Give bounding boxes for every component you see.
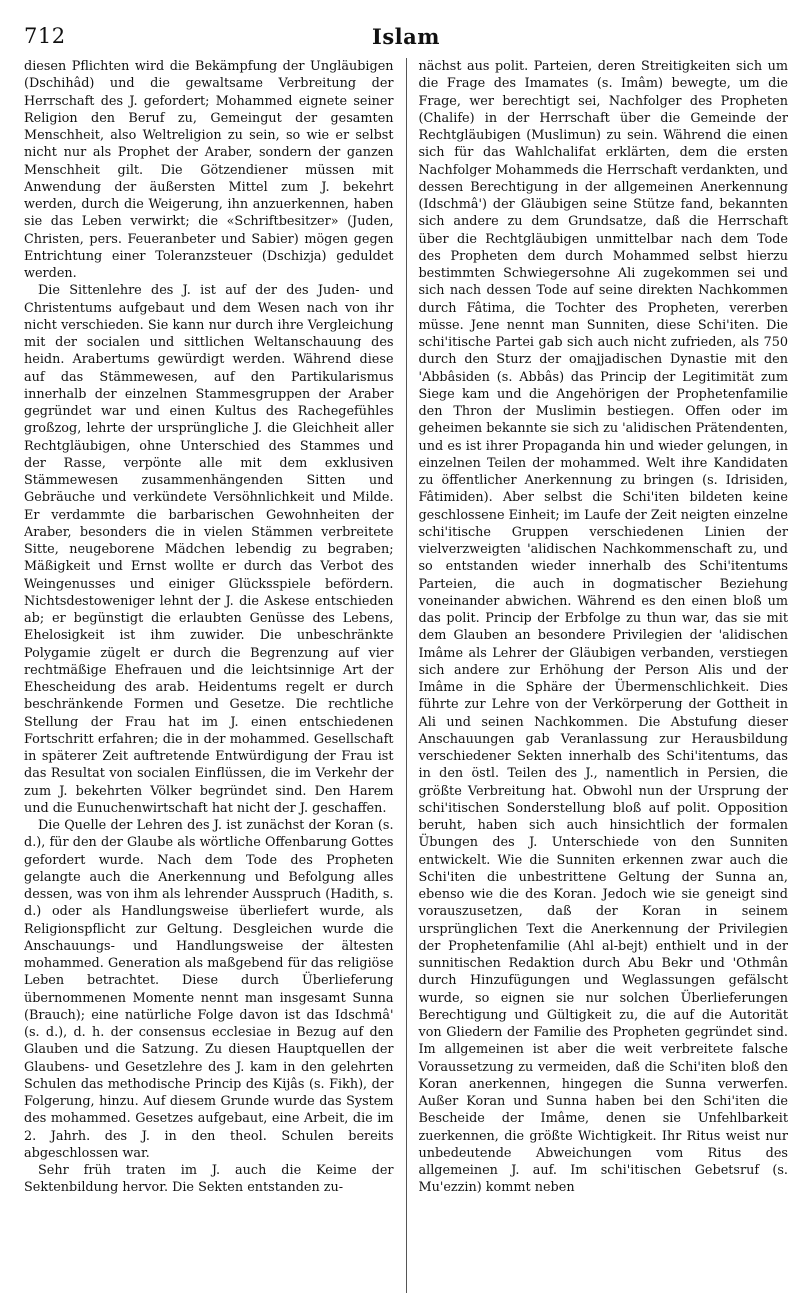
paragraph-sources: Die Quelle der Lehren des J. ist zunächst der Koran (s. d.), für den der Glaube als wörtliche Offenbarung Gottes gefordert wurde. Nach dem Tode des Propheten gelangte auch die Anerkennung und Befolgung alles dessen, was von ihm als lehrender Ausspruch (Hadith, s. d.) oder als Handlungsweise überliefert wurde, als Religionspflicht zur Geltung. Desgleichen wurde die Anschauungs- und Handlungsweise der ältesten mohammed. Generation als maßgebend für das religiöse Leben betrachtet. Diese durch Überlieferung übernommenen Momente nennt man insgesamt Sunna (Brauch); eine natürliche Folge davon ist das Idschmâ' (s. d.), d. h. der consensus ecclesiae in Bezug auf den Glauben und die Satzung. Zu diesen Hauptquellen der Glaubens- und Gesetzlehre des J. kam in den gelehrten Schulen das methodische Princip des Kijâs (s. Fikh), der Folgerung, hinzu. Auf diesem Grunde wurde das System des mohammed. Gesetzes aufgebaut, eine Arbeit, die im 2. Jahrh. des J. in den theol. Schulen bereits abgeschlossen war. xyxy=(24,818,394,1161)
paragraph-sects-start: Sehr früh traten im J. auch die Keime der Sektenbildung hervor. Die Sekten entstanden zu- xyxy=(24,1163,394,1196)
running-head xyxy=(24,20,788,54)
text-columns xyxy=(24,58,788,1293)
left-column xyxy=(24,58,394,1293)
page-number: 712 xyxy=(24,24,66,48)
paragraph-sects-continued: nächst aus polit. Parteien, deren Streitigkeiten sich um die Frage des Imamates (s. Imâm) bewegte, um die Frage, wer berechtigt sei, Nachfolger des Propheten (Chalife) in der Herrschaft über die Gemeinde der Rechtgläubigen (Muslimun) zu sein. Während die einen sich für das Wahlchalifat erklärten, dem die ersten Nachfolger Mohammeds die Herrschaft verdankten, und dessen Berechtigung in der allgemeinen Anerkennung (Idschmâ') der Gläubigen seine Stütze fand, bekannten sich andere zu dem Grundsatze, daß die Herrschaft über die Rechtgläubigen unmittelbar nach dem Tode des Propheten dem durch Mohammed selbst hierzu bestimmten Schwiegersohne Ali zugekommen sei und sich nach dessen Tode auf seine direkten Nachkommen durch Fâtima, die Tochter des Propheten, vererben müsse. Jene nennt man Sunniten, diese Schi'iten. Die schi'itische Partei gab sich auch nicht zufrieden, als 750 durch den Sturz der omajjadischen Dynastie mit den 'Abbâsiden (s. Abbâs) das Princip der Legitimität zum Siege kam und die Angehörigen der Prophetenfamilie den Thron der Muslimin bestiegen. Offen oder im geheimen bekannte sie sich zu 'alidischen Prätendenten, und es ist ihrer Propaganda hin und wieder gelungen, in einzelnen Teilen der mohammed. Welt ihre Kandidaten zu öffentlicher Anerkennung zu bringen (s. Idrisiden, Fâtimiden). Aber selbst die Schi'iten bildeten keine geschlossene Einheit; im Laufe der Zeit neigten einzelne schi'itische Gruppen verschiedenen Linien der vielverzweigten 'alidischen Nachkommenschaft zu, und so entstanden wieder innerhalb des Schi'itentums Parteien, die auch in dogmatischer Beziehung voneinander abwichen. Während es den einen bloß um das polit. Princip der Erbfolge zu thun war, das sie mit dem Glauben an besondere Privilegien der 'alidischen Imâme als Lehrer der Gläubigen verbanden, verstiegen sich andere zur Erhöhung der Person Alis und der Imâme in die Sphäre der Übermenschlichkeit. Dies führte zur Lehre von der Verkörperung der Gottheit in Ali und seinen Nachkommen. Die Abstufung dieser Anschauungen gab Veranlassung zur Herausbildung verschiedener Sekten innerhalb des Schi'itentums, das in den östl. Teilen des J., namentlich in Persien, die größte Verbreitung hat. Obwohl nun der Ursprung der schi'itischen Sonderstellung bloß auf polit. Opposition beruht, haben sich auch hinsichtlich der formalen Übungen des J. Unterschiede von den Sunniten entwickelt. Wie die Sunniten erkennen zwar auch die Schi'iten die unbestrittene Geltung der Sunna an, ebenso wie die des Koran. Jedoch wie sie geneigt sind vorauszusetzen, daß der Koran in seinem ursprünglichen Text die Anerkennung der Privilegien der Prophetenfamilie (Ahl al-bejt) enthielt und in der sunnitischen Redaktion durch Abu Bekr und 'Othmân durch Hinzufügungen und Weglassungen gefälscht wurde, so eignen sie nur solchen Überlieferungen Berechtigung und Gültigkeit zu, die auf die Autorität von Gliedern der Familie des Propheten gegründet sind. Im allgemeinen ist aber die weit verbreitete falsche Voraussetzung zu vermeiden, daß die Schi'iten bloß den Koran anerkennen, hingegen die Sunna verwerfen. Außer Koran und Sunna haben bei den Schi'iten die Bescheide der Imâme, denen sie Unfehlbarkeit zuerkennen, die größte Wichtigkeit. Ihr Ritus weist nur unbedeutende Abweichungen vom Ritus des allgemeinen J. auf. Im schi'itischen Gebetsruf (s. Mu'ezzin) kommt neben xyxy=(418,59,788,1196)
page-title: Islam xyxy=(372,24,440,49)
paragraph-duties: diesen Pflichten wird die Bekämpfung der Ungläubigen (Dschihâd) und die gewaltsame Verbreitung der Herrschaft des J. gefordert; Mohammed eignete seiner Religion den Beruf zu, Gemeingut der gesamten Menschheit, also Weltreligion zu sein, so wie er selbst nicht nur als Prophet der Araber, sondern der ganzen Menschheit gilt. Die Götzendiener müssen mit Anwendung der äußersten Mittel zum J. bekehrt werden, durch die Weigerung, ihn anzuerkennen, haben sie das Leben verwirkt; die «Schriftbesitzer» (Juden, Christen, pers. Feueranbeter und Sabier) mögen gegen Entrichtung einer Toleranzsteuer (Dschizja) geduldet werden. xyxy=(24,59,394,281)
column-divider xyxy=(406,58,407,1293)
right-column xyxy=(418,58,788,1293)
paragraph-ethics: Die Sittenlehre des J. ist auf der des Juden- und Christentums aufgebaut und dem Wesen nach von ihr nicht verschieden. Sie kann nur durch ihre Vergleichung mit der socialen und sittlichen Weltanschauung des heidn. Arabertums gewürdigt werden. Während diese auf das Stämmewesen, auf den Partikularismus innerhalb der einzelnen Stammesgruppen der Araber gegründet war und einen Kultus des Rachegefühles großzog, lehrte der ursprüngliche J. die Gleichheit aller Rechtgläubigen, ohne Unterschied des Stammes und der Rasse, verpönte alle mit dem exklusiven Stämmewesen zusammenhängenden Sitten und Gebräuche und verkündete Versöhnlichkeit und Milde. Er verdammte die barbarischen Gewohnheiten der Araber, besonders die in vielen Stämmen verbreitete Sitte, neugeborene Mädchen lebendig zu begraben; Mäßigkeit und Ernst wollte er durch das Verbot des Weingenusses und einiger Glücksspiele befördern. Nichtsdestoweniger lehnt der J. die Askese entschieden ab; er begünstigt die erlaubten Genüsse des Lebens, Ehelosigkeit ist ihm zuwider. Die unbeschränkte Polygamie zügelt er durch die Begrenzung auf vier rechtmäßige Ehefrauen und die leichtsinnige Art der Ehescheidung des arab. Heidentums regelt er durch beschränkende Formen und Gesetze. Die rechtliche Stellung der Frau hat im J. einen entschiedenen Fortschritt erfahren; die in der mohammed. Gesellschaft in späterer Zeit auftretende Entwürdigung der Frau ist das Resultat von socialen Einflüssen, die im Verkehr der zum J. bekehrten Völker begründet sind. Den Harem und die Eunuchenwirtschaft hat nicht der J. geschaffen. xyxy=(24,283,394,816)
